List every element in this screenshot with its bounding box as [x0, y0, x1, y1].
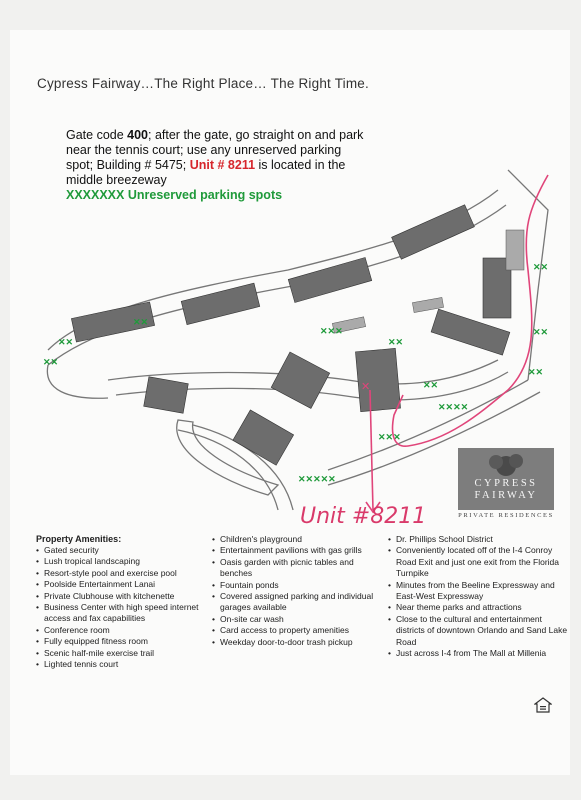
svg-text:✕✕✕: ✕✕✕ [320, 326, 343, 336]
amenity-item: • Scenic half-mile exercise trail [36, 648, 206, 659]
unit-label: Unit # 8211 [189, 158, 256, 172]
svg-text:✕✕: ✕✕ [58, 337, 74, 347]
svg-text:✕✕✕✕✕: ✕✕✕✕✕ [298, 474, 336, 484]
gate-code: 400 [127, 128, 149, 142]
amenity-item: • Just across I-4 from The Mall at Millenia [388, 648, 568, 659]
amenity-item: • Minutes from the Beeline Expressway and East-West Expressway [388, 580, 568, 603]
amenity-item: • On-site car wash [212, 614, 384, 625]
amenities-title: Property Amenities: [36, 534, 122, 544]
tagline: Cypress Fairway…The Right Place… The Right Time. [37, 76, 369, 91]
svg-text:✕✕: ✕✕ [528, 367, 544, 377]
buildings [71, 205, 511, 465]
amenity-item: • Gated security [36, 545, 206, 556]
unit-tail: is located in the middle breezeway [66, 158, 346, 187]
directions-text-b: ; after the gate, go straight on and park near the tennis court; use any unreserved parking spot; Building # 5475; [66, 128, 364, 172]
svg-text:✕✕: ✕✕ [533, 262, 549, 272]
handwritten-unit: Unit #8211 [300, 504, 427, 529]
amenities-column-3 [388, 534, 568, 659]
logo-line1: CYPRESS [474, 478, 538, 489]
amenity-item: • Entertainment pavilions with gas grills [212, 545, 384, 556]
amenity-item: • Covered assigned parking and individual garages available [212, 591, 384, 614]
amenities-column-1 [36, 545, 206, 670]
svg-text:✕✕: ✕✕ [423, 380, 439, 390]
amenity-item: • Close to the cultural and entertainment districts of downtown Orlando and Sand Lake Road [388, 614, 568, 648]
equal-housing-icon [534, 697, 552, 713]
amenities-column-2 [212, 534, 384, 648]
amenity-item: • Dr. Phillips School District [388, 534, 568, 545]
svg-text:✕✕✕: ✕✕✕ [378, 432, 401, 442]
svg-text:✕✕: ✕✕ [533, 327, 549, 337]
amenity-item: • Business Center with high speed internet access and fax capabilities [36, 602, 206, 625]
logo-subtitle: PRIVATE RESIDENCES [458, 512, 554, 519]
logo-wordmark [458, 478, 554, 502]
svg-text:✕✕: ✕✕ [133, 317, 149, 327]
amenity-item: • Weekday door-to-door trash pickup [212, 637, 384, 648]
amenity-item: • Resort-style pool and exercise pool [36, 568, 206, 579]
directions-text-a: Gate code [66, 128, 128, 142]
logo-line2: FAIRWAY [474, 490, 538, 501]
parking-legend: XXXXXXX Unreserved parking spots [66, 188, 283, 202]
amenity-item: • Conference room [36, 625, 206, 636]
leaf-logo-icon [458, 448, 554, 478]
amenity-item: • Card access to property amenities [212, 625, 384, 636]
amenity-item: • Fully equipped fitness room [36, 636, 206, 647]
amenity-item: • Children's playground [212, 534, 384, 545]
amenity-item: • Oasis garden with picnic tables and benches [212, 557, 384, 580]
unit-x-mark: ✕ [361, 380, 371, 393]
svg-text:✕✕: ✕✕ [43, 357, 59, 367]
svg-text:✕✕: ✕✕ [388, 337, 404, 347]
amenity-item: • Conveniently located off of the I-4 Conroy Road Exit and just one exit from the Florida Turnpike [388, 545, 568, 579]
amenity-item: • Near theme parks and attractions [388, 602, 568, 613]
amenity-item: • Poolside Entertainment Lanai [36, 579, 206, 590]
svg-text:✕✕✕✕: ✕✕✕✕ [438, 402, 469, 412]
amenity-item: • Lighted tennis court [36, 659, 206, 670]
amenity-item: • Fountain ponds [212, 580, 384, 591]
amenity-item: • Private Clubhouse with kitchenette [36, 591, 206, 602]
amenity-item: • Lush tropical landscaping [36, 556, 206, 567]
